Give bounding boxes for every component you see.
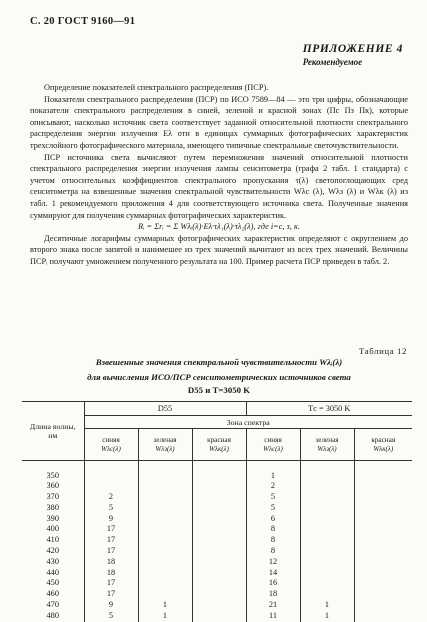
- value-cell: [300, 503, 354, 514]
- wavelength-cell: 380: [22, 503, 84, 514]
- value-cell: 14: [246, 568, 300, 579]
- value-cell: [138, 568, 192, 579]
- group-d55-header: D55: [84, 402, 246, 416]
- wavelength-cell: 360: [22, 481, 84, 492]
- table-row: [22, 524, 412, 535]
- group-tc-header: Tс = 3050 K: [246, 402, 412, 416]
- value-cell: 8: [246, 535, 300, 546]
- value-cell: [192, 546, 246, 557]
- value-cell: [354, 557, 412, 568]
- value-cell: [192, 471, 246, 482]
- value-cell: [300, 568, 354, 579]
- value-cell: [84, 481, 138, 492]
- appendix-title: ПРИЛОЖЕНИЕ 4: [302, 43, 403, 55]
- value-cell: [138, 503, 192, 514]
- value-cell: [354, 589, 412, 600]
- value-cell: [192, 557, 246, 568]
- column-header: зеленая Wλз(λ): [300, 429, 354, 461]
- value-cell: [138, 481, 192, 492]
- value-cell: [192, 524, 246, 535]
- value-cell: [300, 546, 354, 557]
- wavelength-cell: 440: [22, 568, 84, 579]
- table-row: [22, 514, 412, 525]
- wavelength-cell: 480: [22, 611, 84, 622]
- value-cell: [354, 481, 412, 492]
- value-cell: 11: [246, 611, 300, 622]
- value-cell: 1: [138, 611, 192, 622]
- value-cell: 5: [246, 492, 300, 503]
- wavelength-header: Длина волны, нм: [22, 402, 84, 461]
- table-row: [22, 546, 412, 557]
- value-cell: [192, 481, 246, 492]
- value-cell: [300, 471, 354, 482]
- value-cell: [84, 471, 138, 482]
- wavelength-cell: 460: [22, 589, 84, 600]
- value-cell: [354, 546, 412, 557]
- data-table: [22, 401, 412, 622]
- value-cell: [138, 492, 192, 503]
- table-row: [22, 492, 412, 503]
- wavelength-cell: 450: [22, 578, 84, 589]
- table-label: Таблица 12: [358, 346, 407, 356]
- value-cell: [354, 503, 412, 514]
- value-cell: [300, 481, 354, 492]
- formula: Rᵢ = Σrᵢ = Σ Wλᵢ(λ)·Eλ·τλ₁(λ)·τλ₂(λ), где i=с, з, к.: [138, 222, 300, 232]
- value-cell: [138, 589, 192, 600]
- value-cell: [192, 568, 246, 579]
- wavelength-cell: 370: [22, 492, 84, 503]
- value-cell: [354, 578, 412, 589]
- appendix-heading: [303, 43, 403, 67]
- value-cell: [300, 557, 354, 568]
- value-cell: 9: [84, 600, 138, 611]
- value-cell: [192, 589, 246, 600]
- value-cell: 8: [246, 524, 300, 535]
- table-row: [22, 503, 412, 514]
- value-cell: [354, 611, 412, 622]
- value-cell: 5: [84, 611, 138, 622]
- value-cell: 1: [300, 611, 354, 622]
- wavelength-cell: 420: [22, 546, 84, 557]
- value-cell: [354, 524, 412, 535]
- value-cell: 12: [246, 557, 300, 568]
- paragraph: Десятичные логарифмы суммарных фотографических характеристик определяют с округлением до второго знака после запятой и нанимешее из трех значений вычитают из всех трех значений. Величины ПСРᵢ получают умножением полученного результата на 100. Пример расчета ПСР приведен в табл. 2.: [30, 233, 408, 266]
- wavelength-cell: 410: [22, 535, 84, 546]
- value-cell: 1: [300, 600, 354, 611]
- value-cell: 5: [246, 503, 300, 514]
- column-header: синяя Wλс(λ): [246, 429, 300, 461]
- value-cell: 2: [84, 492, 138, 503]
- table-row: [22, 568, 412, 579]
- table-row: [22, 557, 412, 568]
- value-cell: 18: [84, 557, 138, 568]
- value-cell: [354, 535, 412, 546]
- value-cell: [138, 514, 192, 525]
- value-cell: [192, 514, 246, 525]
- column-header: красная Wλк(λ): [354, 429, 412, 461]
- value-cell: [300, 492, 354, 503]
- wavelength-cell: 470: [22, 600, 84, 611]
- value-cell: 17: [84, 546, 138, 557]
- value-cell: [138, 535, 192, 546]
- value-cell: 18: [246, 589, 300, 600]
- value-cell: [138, 471, 192, 482]
- value-cell: [354, 514, 412, 525]
- value-cell: 6: [246, 514, 300, 525]
- column-header: зеленая Wλз(λ): [138, 429, 192, 461]
- value-cell: [300, 589, 354, 600]
- value-cell: 17: [84, 535, 138, 546]
- table-row: [22, 535, 412, 546]
- paragraph: Определение показателей спектрального распределения (ПСР).: [44, 83, 269, 92]
- wavelength-cell: 350: [22, 471, 84, 482]
- value-cell: [192, 535, 246, 546]
- value-cell: [300, 535, 354, 546]
- wavelength-cell: 400: [22, 524, 84, 535]
- table-row: [22, 589, 412, 600]
- table-row: [22, 481, 412, 492]
- value-cell: [138, 578, 192, 589]
- value-cell: [138, 546, 192, 557]
- value-cell: 1: [246, 471, 300, 482]
- zone-header: Зона спектра: [84, 416, 412, 429]
- table-row: [22, 578, 412, 589]
- value-cell: [354, 492, 412, 503]
- value-cell: [192, 578, 246, 589]
- table-title-line3: D55 и T=3050 K: [187, 385, 251, 395]
- paragraph: Показатели спектрального распределения (ПСР) по ИСО 7589—84 — это три цифры, обозначающие показатели спектрального распределения в синей, зеленой и красной зонах (Пс Пз Пк), которые описывают, насколько источник света соответствует заданной относительной плотности спектрального распределения энергии излучения Eλ отн в единицах суммарных фотографических характеристик трехслойного фотографического материала, имеющего типичные спектральные светочувствительности.: [30, 94, 408, 150]
- wavelength-cell: 430: [22, 557, 84, 568]
- value-cell: [354, 471, 412, 482]
- table-row: [22, 611, 412, 622]
- value-cell: [354, 568, 412, 579]
- value-cell: [138, 557, 192, 568]
- table-row: [22, 600, 412, 611]
- value-cell: [138, 524, 192, 535]
- table-title-line1: Взвешенные значения спектральной чувствительности Wλᵢ(λ): [95, 357, 343, 367]
- column-header: синяя Wλс(λ): [84, 429, 138, 461]
- value-cell: 1: [138, 600, 192, 611]
- page-header: С. 20 ГОСТ 9160—91: [30, 16, 136, 27]
- value-cell: [192, 503, 246, 514]
- value-cell: 17: [84, 524, 138, 535]
- value-cell: 2: [246, 481, 300, 492]
- value-cell: 8: [246, 546, 300, 557]
- wavelength-cell: 390: [22, 514, 84, 525]
- value-cell: 18: [84, 568, 138, 579]
- value-cell: 9: [84, 514, 138, 525]
- table-row: [22, 471, 412, 482]
- value-cell: [192, 600, 246, 611]
- value-cell: [192, 611, 246, 622]
- paragraph: ПСР источника света вычисляют путем перемножения значений относительной плотности спектрального распределения энергии излучения лампы сенситометра (графа 2 табл. 1 стандарта) с учетом относительных коэффициентов спектрального пропускания τ(λ) светопоглощающих сред сенситометра на взвешенные значения спектральной чувствительности Wλс (λ), Wλз (λ) и Wλк (λ) из табл. 1 рекомендуемого приложения 4 для соответствующего источника света. Полученные значения суммируют для получения суммарных фотографических характеристик.: [30, 152, 408, 220]
- value-cell: [192, 492, 246, 503]
- value-cell: 16: [246, 578, 300, 589]
- body-text: [30, 82, 408, 268]
- value-cell: 17: [84, 589, 138, 600]
- table-title-line2: для вычисления ИСО/ПСР сенситометрических источников света: [87, 372, 351, 382]
- value-cell: [300, 524, 354, 535]
- value-cell: 21: [246, 600, 300, 611]
- value-cell: [300, 514, 354, 525]
- value-cell: 5: [84, 503, 138, 514]
- value-cell: [354, 600, 412, 611]
- value-cell: 17: [84, 578, 138, 589]
- value-cell: [300, 578, 354, 589]
- appendix-subtitle: Рекомендуемое: [302, 57, 363, 67]
- column-header: красная Wλк(λ): [192, 429, 246, 461]
